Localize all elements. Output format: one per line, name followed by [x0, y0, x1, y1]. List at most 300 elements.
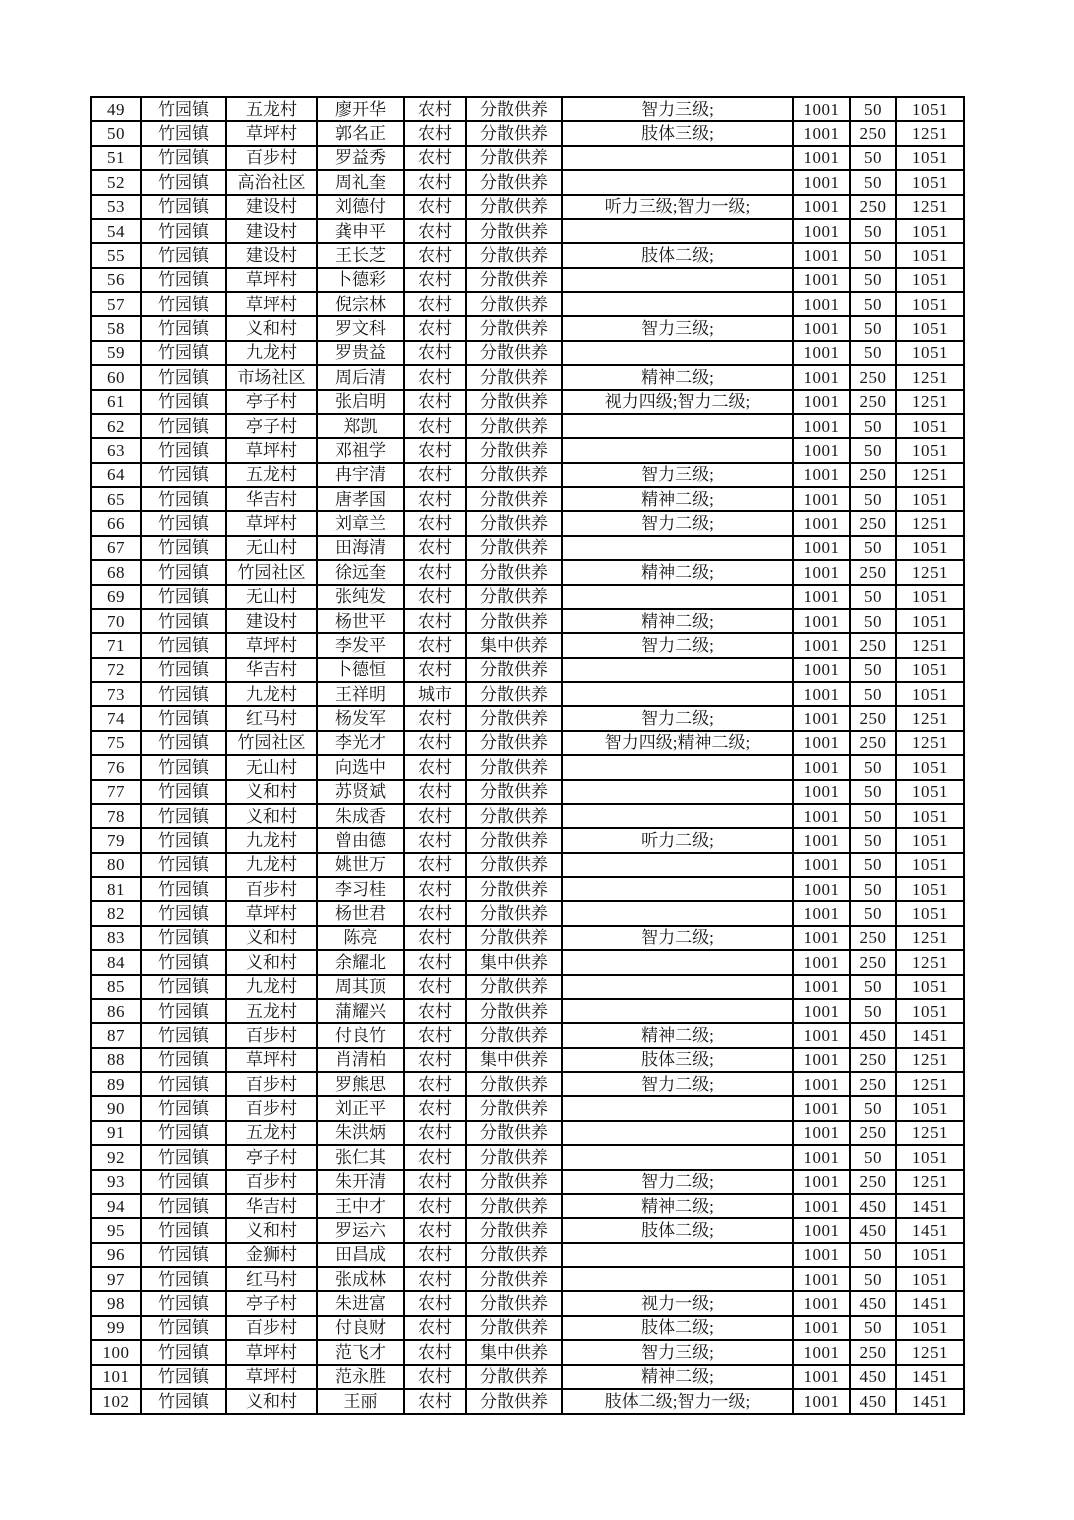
cell-village: 华吉村	[226, 658, 317, 682]
cell-name: 冉宇清	[317, 463, 404, 487]
cell-disability	[562, 975, 793, 999]
cell-area: 农村	[404, 414, 466, 438]
cell-base_amount: 1001	[793, 828, 850, 852]
cell-support_type: 分散供养	[466, 853, 562, 877]
cell-seq: 71	[91, 633, 141, 657]
cell-village: 义和村	[226, 316, 317, 340]
cell-base_amount: 1001	[793, 1121, 850, 1145]
cell-total_amount: 1051	[896, 438, 964, 462]
cell-area: 农村	[404, 1096, 466, 1120]
cell-disability	[562, 585, 793, 609]
cell-area: 农村	[404, 146, 466, 170]
cell-name: 付良竹	[317, 1023, 404, 1047]
table-row	[91, 1048, 964, 1072]
cell-village: 草坪村	[226, 1340, 317, 1364]
cell-base_amount: 1001	[793, 219, 850, 243]
table-row	[91, 1194, 964, 1218]
cell-base_amount: 1001	[793, 560, 850, 584]
cell-support_type: 分散供养	[466, 731, 562, 755]
cell-supplement_amount: 50	[850, 585, 896, 609]
cell-seq: 102	[91, 1389, 141, 1414]
cell-disability: 精神二级;	[562, 365, 793, 389]
cell-village: 无山村	[226, 585, 317, 609]
cell-base_amount: 1001	[793, 511, 850, 535]
cell-name: 郑凯	[317, 414, 404, 438]
table-row	[91, 536, 964, 560]
cell-disability: 智力二级;	[562, 633, 793, 657]
cell-disability: 智力二级;	[562, 706, 793, 730]
cell-supplement_amount: 250	[850, 365, 896, 389]
cell-town: 竹园镇	[141, 975, 226, 999]
cell-town: 竹园镇	[141, 316, 226, 340]
cell-name: 向选中	[317, 755, 404, 779]
cell-seq: 69	[91, 585, 141, 609]
table-row	[91, 901, 964, 925]
cell-base_amount: 1001	[793, 414, 850, 438]
cell-area: 农村	[404, 170, 466, 194]
cell-area: 农村	[404, 1072, 466, 1096]
cell-area: 农村	[404, 585, 466, 609]
cell-area: 农村	[404, 195, 466, 219]
cell-town: 竹园镇	[141, 1243, 226, 1267]
cell-supplement_amount: 50	[850, 609, 896, 633]
cell-total_amount: 1051	[896, 585, 964, 609]
cell-area: 农村	[404, 316, 466, 340]
cell-supplement_amount: 50	[850, 1145, 896, 1169]
cell-base_amount: 1001	[793, 146, 850, 170]
cell-village: 建设村	[226, 219, 317, 243]
cell-name: 杨世君	[317, 901, 404, 925]
cell-total_amount: 1251	[896, 1072, 964, 1096]
cell-name: 付良财	[317, 1316, 404, 1340]
cell-base_amount: 1001	[793, 390, 850, 414]
cell-village: 竹园社区	[226, 731, 317, 755]
cell-town: 竹园镇	[141, 633, 226, 657]
table-row	[91, 999, 964, 1023]
cell-area: 农村	[404, 1121, 466, 1145]
cell-area: 农村	[404, 828, 466, 852]
cell-seq: 90	[91, 1096, 141, 1120]
cell-seq: 53	[91, 195, 141, 219]
cell-disability	[562, 268, 793, 292]
cell-supplement_amount: 50	[850, 755, 896, 779]
cell-support_type: 分散供养	[466, 1267, 562, 1291]
cell-support_type: 分散供养	[466, 999, 562, 1023]
cell-base_amount: 1001	[793, 170, 850, 194]
cell-name: 廖开华	[317, 97, 404, 121]
cell-base_amount: 1001	[793, 97, 850, 121]
table-row	[91, 1023, 964, 1047]
cell-base_amount: 1001	[793, 1048, 850, 1072]
cell-supplement_amount: 50	[850, 1096, 896, 1120]
cell-support_type: 分散供养	[466, 706, 562, 730]
table-row	[91, 268, 964, 292]
cell-base_amount: 1001	[793, 1096, 850, 1120]
cell-village: 五龙村	[226, 1121, 317, 1145]
cell-support_type: 分散供养	[466, 877, 562, 901]
cell-name: 张启明	[317, 390, 404, 414]
cell-village: 建设村	[226, 243, 317, 267]
cell-town: 竹园镇	[141, 463, 226, 487]
cell-seq: 55	[91, 243, 141, 267]
cell-disability	[562, 658, 793, 682]
cell-disability	[562, 438, 793, 462]
cell-village: 百步村	[226, 877, 317, 901]
cell-total_amount: 1451	[896, 1291, 964, 1315]
cell-disability	[562, 877, 793, 901]
cell-base_amount: 1001	[793, 536, 850, 560]
cell-seq: 49	[91, 97, 141, 121]
cell-name: 罗熊思	[317, 1072, 404, 1096]
cell-name: 周其顶	[317, 975, 404, 999]
cell-base_amount: 1001	[793, 1194, 850, 1218]
cell-seq: 101	[91, 1365, 141, 1389]
table-row	[91, 341, 964, 365]
cell-town: 竹园镇	[141, 1121, 226, 1145]
cell-base_amount: 1001	[793, 877, 850, 901]
cell-town: 竹园镇	[141, 438, 226, 462]
cell-area: 农村	[404, 755, 466, 779]
cell-name: 曾由德	[317, 828, 404, 852]
table-row	[91, 853, 964, 877]
cell-support_type: 分散供养	[466, 1194, 562, 1218]
cell-village: 百步村	[226, 1023, 317, 1047]
cell-base_amount: 1001	[793, 1145, 850, 1169]
cell-seq: 82	[91, 901, 141, 925]
cell-disability	[562, 755, 793, 779]
cell-support_type: 分散供养	[466, 926, 562, 950]
cell-town: 竹园镇	[141, 146, 226, 170]
table-row	[91, 243, 964, 267]
cell-village: 百步村	[226, 1170, 317, 1194]
cell-name: 张纯发	[317, 585, 404, 609]
cell-town: 竹园镇	[141, 999, 226, 1023]
cell-total_amount: 1051	[896, 609, 964, 633]
cell-town: 竹园镇	[141, 1170, 226, 1194]
table-row	[91, 755, 964, 779]
cell-area: 农村	[404, 706, 466, 730]
cell-seq: 93	[91, 1170, 141, 1194]
cell-disability	[562, 999, 793, 1023]
cell-name: 张仁其	[317, 1145, 404, 1169]
cell-name: 张成林	[317, 1267, 404, 1291]
cell-disability: 精神二级;	[562, 609, 793, 633]
cell-village: 九龙村	[226, 828, 317, 852]
cell-seq: 66	[91, 511, 141, 535]
cell-total_amount: 1051	[896, 1096, 964, 1120]
cell-base_amount: 1001	[793, 1023, 850, 1047]
table-row	[91, 1267, 964, 1291]
cell-seq: 74	[91, 706, 141, 730]
cell-seq: 88	[91, 1048, 141, 1072]
cell-area: 农村	[404, 999, 466, 1023]
cell-supplement_amount: 50	[850, 97, 896, 121]
cell-support_type: 分散供养	[466, 146, 562, 170]
cell-seq: 51	[91, 146, 141, 170]
cell-name: 刘正平	[317, 1096, 404, 1120]
cell-supplement_amount: 50	[850, 828, 896, 852]
cell-seq: 97	[91, 1267, 141, 1291]
table-row	[91, 219, 964, 243]
cell-disability: 肢体二级;	[562, 243, 793, 267]
cell-seq: 62	[91, 414, 141, 438]
cell-support_type: 分散供养	[466, 1291, 562, 1315]
cell-seq: 58	[91, 316, 141, 340]
cell-area: 农村	[404, 926, 466, 950]
cell-base_amount: 1001	[793, 463, 850, 487]
cell-village: 亭子村	[226, 1291, 317, 1315]
cell-town: 竹园镇	[141, 1389, 226, 1414]
cell-village: 草坪村	[226, 901, 317, 925]
cell-supplement_amount: 50	[850, 487, 896, 511]
cell-town: 竹园镇	[141, 828, 226, 852]
cell-seq: 52	[91, 170, 141, 194]
cell-seq: 100	[91, 1340, 141, 1364]
cell-area: 农村	[404, 1340, 466, 1364]
cell-base_amount: 1001	[793, 316, 850, 340]
cell-base_amount: 1001	[793, 853, 850, 877]
cell-name: 刘章兰	[317, 511, 404, 535]
cell-disability: 智力二级;	[562, 926, 793, 950]
cell-seq: 89	[91, 1072, 141, 1096]
cell-village: 草坪村	[226, 268, 317, 292]
cell-total_amount: 1451	[896, 1389, 964, 1414]
cell-town: 竹园镇	[141, 1365, 226, 1389]
cell-village: 九龙村	[226, 853, 317, 877]
cell-area: 农村	[404, 853, 466, 877]
cell-village: 无山村	[226, 755, 317, 779]
cell-town: 竹园镇	[141, 1048, 226, 1072]
cell-name: 李光才	[317, 731, 404, 755]
table-row	[91, 1340, 964, 1364]
cell-seq: 68	[91, 560, 141, 584]
table-row	[91, 731, 964, 755]
cell-name: 王中才	[317, 1194, 404, 1218]
cell-disability: 视力一级;	[562, 1291, 793, 1315]
cell-village: 竹园社区	[226, 560, 317, 584]
table-row	[91, 682, 964, 706]
cell-disability: 智力三级;	[562, 463, 793, 487]
cell-total_amount: 1251	[896, 1170, 964, 1194]
cell-name: 杨发军	[317, 706, 404, 730]
cell-village: 无山村	[226, 536, 317, 560]
cell-total_amount: 1051	[896, 755, 964, 779]
cell-area: 农村	[404, 1145, 466, 1169]
cell-supplement_amount: 250	[850, 1340, 896, 1364]
cell-support_type: 分散供养	[466, 341, 562, 365]
cell-town: 竹园镇	[141, 97, 226, 121]
cell-supplement_amount: 450	[850, 1365, 896, 1389]
cell-disability	[562, 1243, 793, 1267]
cell-support_type: 集中供养	[466, 1340, 562, 1364]
cell-base_amount: 1001	[793, 1243, 850, 1267]
cell-base_amount: 1001	[793, 804, 850, 828]
cell-village: 市场社区	[226, 365, 317, 389]
cell-supplement_amount: 50	[850, 219, 896, 243]
cell-supplement_amount: 250	[850, 463, 896, 487]
cell-village: 九龙村	[226, 975, 317, 999]
cell-area: 农村	[404, 1365, 466, 1389]
cell-village: 草坪村	[226, 121, 317, 145]
cell-disability: 智力三级;	[562, 97, 793, 121]
table-row	[91, 1096, 964, 1120]
cell-total_amount: 1051	[896, 828, 964, 852]
cell-area: 农村	[404, 1048, 466, 1072]
cell-town: 竹园镇	[141, 755, 226, 779]
cell-name: 王祥明	[317, 682, 404, 706]
cell-name: 刘德付	[317, 195, 404, 219]
cell-disability	[562, 414, 793, 438]
cell-area: 农村	[404, 292, 466, 316]
cell-area: 农村	[404, 560, 466, 584]
cell-village: 九龙村	[226, 341, 317, 365]
cell-town: 竹园镇	[141, 487, 226, 511]
table-row	[91, 950, 964, 974]
cell-total_amount: 1051	[896, 170, 964, 194]
cell-total_amount: 1251	[896, 511, 964, 535]
cell-seq: 79	[91, 828, 141, 852]
cell-village: 五龙村	[226, 97, 317, 121]
cell-support_type: 分散供养	[466, 1145, 562, 1169]
cell-town: 竹园镇	[141, 1340, 226, 1364]
cell-village: 建设村	[226, 609, 317, 633]
cell-disability: 精神二级;	[562, 1194, 793, 1218]
cell-seq: 70	[91, 609, 141, 633]
cell-village: 高治社区	[226, 170, 317, 194]
cell-base_amount: 1001	[793, 1218, 850, 1242]
cell-total_amount: 1251	[896, 950, 964, 974]
cell-total_amount: 1051	[896, 316, 964, 340]
cell-village: 红马村	[226, 1267, 317, 1291]
cell-total_amount: 1051	[896, 853, 964, 877]
cell-town: 竹园镇	[141, 585, 226, 609]
cell-name: 罗文科	[317, 316, 404, 340]
cell-support_type: 分散供养	[466, 463, 562, 487]
table-row	[91, 463, 964, 487]
cell-seq: 81	[91, 877, 141, 901]
table-row	[91, 975, 964, 999]
cell-disability	[562, 292, 793, 316]
cell-support_type: 分散供养	[466, 1121, 562, 1145]
cell-base_amount: 1001	[793, 682, 850, 706]
cell-disability: 肢体三级;	[562, 1048, 793, 1072]
cell-name: 郭名正	[317, 121, 404, 145]
table-row	[91, 1291, 964, 1315]
cell-base_amount: 1001	[793, 1316, 850, 1340]
cell-disability: 智力四级;精神二级;	[562, 731, 793, 755]
cell-total_amount: 1051	[896, 1145, 964, 1169]
cell-supplement_amount: 50	[850, 170, 896, 194]
cell-seq: 63	[91, 438, 141, 462]
cell-support_type: 分散供养	[466, 292, 562, 316]
cell-base_amount: 1001	[793, 438, 850, 462]
cell-town: 竹园镇	[141, 292, 226, 316]
cell-supplement_amount: 50	[850, 877, 896, 901]
cell-disability	[562, 341, 793, 365]
table-row	[91, 609, 964, 633]
cell-supplement_amount: 50	[850, 658, 896, 682]
cell-village: 义和村	[226, 1389, 317, 1414]
table-row	[91, 97, 964, 121]
cell-village: 建设村	[226, 195, 317, 219]
cell-disability	[562, 804, 793, 828]
cell-total_amount: 1251	[896, 365, 964, 389]
table-row	[91, 316, 964, 340]
cell-area: 农村	[404, 731, 466, 755]
cell-supplement_amount: 50	[850, 146, 896, 170]
cell-supplement_amount: 250	[850, 1048, 896, 1072]
cell-village: 华吉村	[226, 487, 317, 511]
cell-village: 百步村	[226, 146, 317, 170]
table-row	[91, 1389, 964, 1414]
cell-supplement_amount: 250	[850, 1121, 896, 1145]
cell-support_type: 分散供养	[466, 828, 562, 852]
table-row	[91, 121, 964, 145]
cell-supplement_amount: 50	[850, 780, 896, 804]
cell-town: 竹园镇	[141, 268, 226, 292]
cell-total_amount: 1251	[896, 731, 964, 755]
cell-supplement_amount: 50	[850, 901, 896, 925]
table-row	[91, 926, 964, 950]
cell-seq: 50	[91, 121, 141, 145]
cell-supplement_amount: 450	[850, 1291, 896, 1315]
cell-area: 农村	[404, 1170, 466, 1194]
cell-disability	[562, 170, 793, 194]
cell-disability	[562, 146, 793, 170]
cell-supplement_amount: 250	[850, 511, 896, 535]
cell-base_amount: 1001	[793, 950, 850, 974]
cell-supplement_amount: 250	[850, 1170, 896, 1194]
cell-disability	[562, 682, 793, 706]
table-row	[91, 195, 964, 219]
table-body	[91, 97, 964, 1414]
cell-town: 竹园镇	[141, 1096, 226, 1120]
cell-total_amount: 1251	[896, 121, 964, 145]
cell-total_amount: 1451	[896, 1023, 964, 1047]
cell-village: 五龙村	[226, 999, 317, 1023]
cell-village: 草坪村	[226, 633, 317, 657]
table-row	[91, 585, 964, 609]
cell-village: 义和村	[226, 950, 317, 974]
cell-name: 倪宗林	[317, 292, 404, 316]
cell-seq: 57	[91, 292, 141, 316]
cell-village: 义和村	[226, 926, 317, 950]
cell-seq: 85	[91, 975, 141, 999]
cell-name: 卜德恒	[317, 658, 404, 682]
cell-town: 竹园镇	[141, 706, 226, 730]
cell-area: 农村	[404, 97, 466, 121]
cell-total_amount: 1251	[896, 926, 964, 950]
cell-seq: 92	[91, 1145, 141, 1169]
table-row	[91, 438, 964, 462]
cell-village: 金狮村	[226, 1243, 317, 1267]
table-row	[91, 1145, 964, 1169]
cell-name: 罗益秀	[317, 146, 404, 170]
cell-area: 农村	[404, 1218, 466, 1242]
cell-total_amount: 1251	[896, 1121, 964, 1145]
cell-area: 农村	[404, 877, 466, 901]
cell-village: 五龙村	[226, 463, 317, 487]
cell-seq: 95	[91, 1218, 141, 1242]
cell-name: 范永胜	[317, 1365, 404, 1389]
cell-total_amount: 1051	[896, 536, 964, 560]
cell-village: 百步村	[226, 1096, 317, 1120]
cell-disability	[562, 1121, 793, 1145]
cell-supplement_amount: 50	[850, 853, 896, 877]
cell-disability: 智力二级;	[562, 511, 793, 535]
cell-base_amount: 1001	[793, 901, 850, 925]
cell-supplement_amount: 50	[850, 1243, 896, 1267]
